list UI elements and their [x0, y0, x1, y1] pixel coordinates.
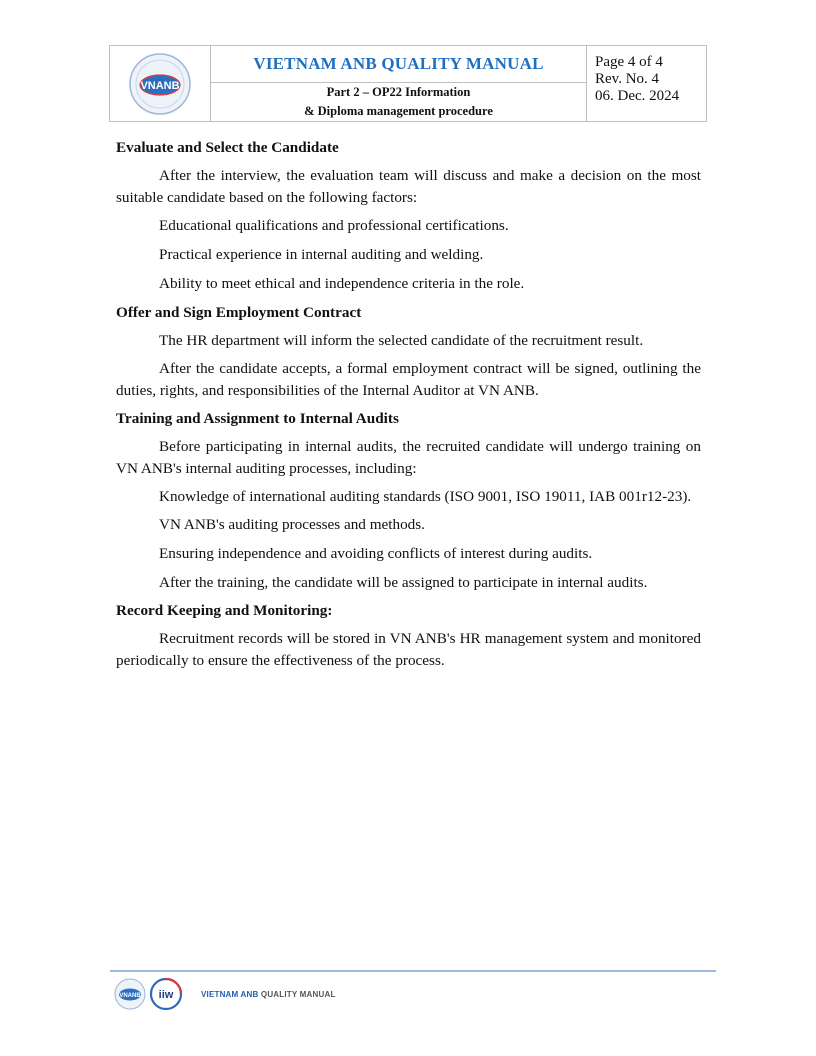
document-header	[109, 45, 707, 122]
section-heading: Training and Assignment to Internal Audits	[116, 410, 399, 427]
section-heading: Evaluate and Select the Candidate	[116, 139, 339, 156]
iiw-lettering: iiw	[158, 989, 174, 1001]
iiw-logo	[149, 977, 183, 1011]
paragraph: Knowledge of international auditing standards (ISO 9001, ISO 19011, IAB 001r12-23).	[159, 488, 692, 505]
list-item: Ability to meet ethical and independence criteria in the role.	[159, 275, 525, 292]
section-training	[116, 408, 701, 594]
revision-number: Rev. No. 4	[595, 71, 660, 87]
vnanb-logo	[128, 52, 192, 116]
logo-lettering: VNANB	[140, 79, 180, 92]
paragraph: After the candidate accepts, a formal employment contract will be signed, outlining the duties, rights, and responsibilities of the Internal Auditor at VN ANB.	[116, 360, 701, 399]
footer-label-strong: VIETNAM ANB	[201, 989, 259, 999]
header-meta-cell	[587, 46, 706, 121]
paragraph: The HR department will inform the selected candidate of the recruitment result.	[159, 332, 644, 349]
procedure-title-line2: & Diploma management procedure	[304, 104, 493, 118]
footer-logo-lettering: VNANB	[119, 993, 141, 999]
procedure-title-line1: Part 2 – OP22 Information	[326, 85, 471, 99]
revision-date: 06. Dec. 2024	[595, 88, 680, 104]
paragraph: Before participating in internal audits, the recruited candidate will undergo training on VN ANB's internal auditing processes, including:	[116, 438, 701, 477]
header-title-cell	[211, 46, 587, 121]
paragraph: After the interview, the evaluation team will discuss and make a decision on the most suitable candidate based on the following factors:	[116, 167, 701, 206]
header-logo-cell	[110, 46, 211, 121]
list-item: Ensuring independence and avoiding conflicts of interest during audits.	[159, 545, 593, 562]
section-record-keeping	[116, 600, 701, 672]
section-evaluate	[116, 137, 701, 295]
document-body	[116, 137, 701, 678]
list-item: Educational qualifications and professional certifications.	[159, 217, 509, 234]
procedure-title	[211, 83, 586, 121]
manual-title: VIETNAM ANB QUALITY MANUAL	[211, 46, 586, 83]
vnanb-footer-logo	[114, 978, 146, 1010]
footer-label	[201, 990, 336, 999]
paragraph: After the training, the candidate will be assigned to participate in internal audits.	[159, 574, 648, 591]
section-offer-contract	[116, 302, 701, 402]
footer-divider	[110, 970, 716, 972]
footer-label-rest: QUALITY MANUAL	[258, 989, 336, 999]
section-heading: Record Keeping and Monitoring:	[116, 602, 333, 619]
page-number: Page 4 of 4	[595, 54, 663, 70]
document-footer	[114, 978, 336, 1010]
paragraph: Recruitment records will be stored in VN ANB's HR management system and monitored periodically to ensure the effectiveness of the process.	[116, 630, 701, 669]
list-item: Practical experience in internal auditing and welding.	[159, 246, 484, 263]
list-item: VN ANB's auditing processes and methods.	[159, 516, 425, 533]
section-heading: Offer and Sign Employment Contract	[116, 304, 362, 321]
